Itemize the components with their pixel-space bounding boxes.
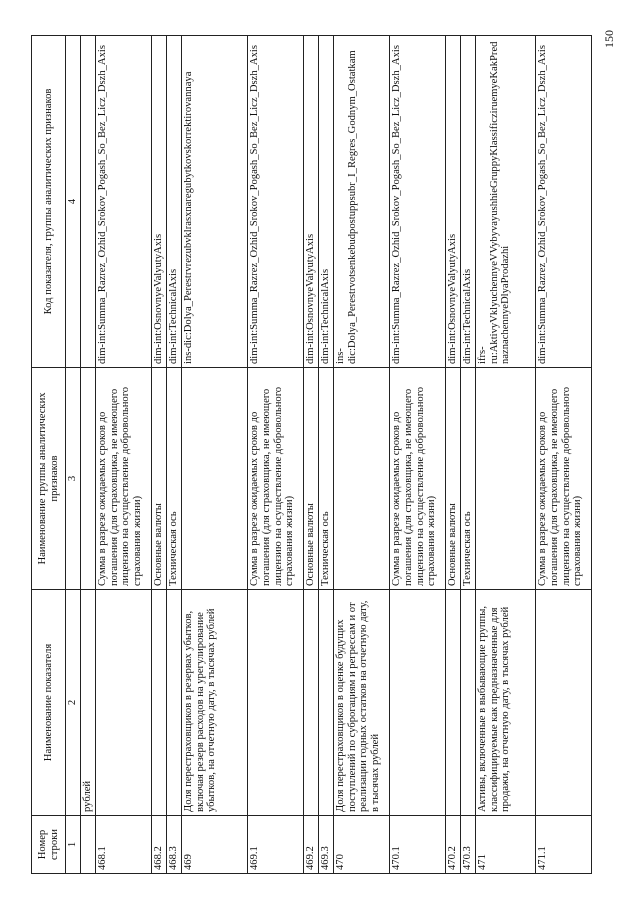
table-row <box>303 36 318 874</box>
indicator-name <box>95 590 151 816</box>
group-name: Основные валюты <box>151 368 166 590</box>
row-number: 470 <box>333 816 389 874</box>
column-number-row <box>66 36 81 874</box>
table-row <box>475 36 535 874</box>
indicator-name <box>151 590 166 816</box>
indicator-name: Доля перестраховщиков в оценке будущих поступлений по суброгациям и регрессам и от реализации годных остатков на отчетную дату, в тысячах рублей <box>333 590 389 816</box>
indicator-code: dim-int:Summa_Razrez_Ozhid_Srokov_Pogash_So_Bez_Licz_Dszh_Axis <box>535 36 591 368</box>
group-name: Техническая ось <box>318 368 333 590</box>
indicator-name: Доля перестраховщиков в резервах убытков, включая резерв расходов на урегулирование убытков, на отчетную дату, в тысячах рублей <box>181 590 247 816</box>
table-row <box>80 36 95 874</box>
indicator-name: Активы, включенные в выбывающие группы, классифицируемые как предназначенные для продажи, на отчетную дату, в тысячах рублей <box>475 590 535 816</box>
page-number: 150 <box>602 30 616 48</box>
table-row <box>389 36 445 874</box>
indicator-name <box>445 590 460 816</box>
column-number: 2 <box>66 590 81 816</box>
group-name: Сумма в разрезе ожидаемых сроков до погашения (для страховщика, не имеющего лицензию на осуществление добровольного страхования жизни) <box>389 368 445 590</box>
table-header-row <box>32 36 66 874</box>
indicator-name <box>166 590 181 816</box>
header-row-number: Номер строки <box>32 816 66 874</box>
table-row <box>318 36 333 874</box>
table-row <box>95 36 151 874</box>
indicator-code: dim-int:Summa_Razrez_Ozhid_Srokov_Pogash_So_Bez_Licz_Dszh_Axis <box>247 36 303 368</box>
indicator-code: dim-int:TechnicalAxis <box>460 36 475 368</box>
indicator-code: ins-dic:Dolya_Perestrvrezubvklrasxnaregubytkovskorrektirovannaya <box>181 36 247 368</box>
indicator-name <box>535 590 591 816</box>
row-number: 469.1 <box>247 816 303 874</box>
row-number: 471.1 <box>535 816 591 874</box>
indicator-code: dim-int:OsnovnyeValyutyAxis <box>151 36 166 368</box>
header-indicator-name: Наименование показателя <box>32 590 66 816</box>
group-name: Техническая ось <box>460 368 475 590</box>
table-row <box>247 36 303 874</box>
row-number: 468.3 <box>166 816 181 874</box>
indicator-name: рублей <box>80 590 95 816</box>
indicator-name <box>303 590 318 816</box>
group-name: Сумма в разрезе ожидаемых сроков до погашения (для страховщика, не имеющего лицензию на осуществление добровольного страхования жизни) <box>95 368 151 590</box>
group-name <box>333 368 389 590</box>
column-number: 3 <box>66 368 81 590</box>
row-number: 471 <box>475 816 535 874</box>
table-row <box>151 36 166 874</box>
indicator-name <box>460 590 475 816</box>
group-name <box>80 368 95 590</box>
row-number: 470.2 <box>445 816 460 874</box>
rotated-page <box>31 36 592 874</box>
row-number: 468.2 <box>151 816 166 874</box>
indicator-name <box>389 590 445 816</box>
indicator-code: ins-dic:Dolya_Perestrvotsenkebudpostuppsubr_I_Regres_Godnym_Ostatkam <box>333 36 389 368</box>
table-row <box>333 36 389 874</box>
indicator-code <box>80 36 95 368</box>
row-number: 470.3 <box>460 816 475 874</box>
column-number: 1 <box>66 816 81 874</box>
table-row <box>535 36 591 874</box>
table-row <box>445 36 460 874</box>
group-name: Основные валюты <box>445 368 460 590</box>
group-name <box>475 368 535 590</box>
row-number: 469.3 <box>318 816 333 874</box>
indicator-code: dim-int:OsnovnyeValyutyAxis <box>445 36 460 368</box>
group-name: Сумма в разрезе ожидаемых сроков до погашения (для страховщика, не имеющего лицензию на осуществление добровольного страхования жизни) <box>247 368 303 590</box>
indicator-code: dim-int:TechnicalAxis <box>318 36 333 368</box>
row-number <box>80 816 95 874</box>
row-number: 469 <box>181 816 247 874</box>
group-name <box>181 368 247 590</box>
row-number: 469.2 <box>303 816 318 874</box>
header-group-name: Наименование группы аналитических признаков <box>32 368 66 590</box>
group-name: Сумма в разрезе ожидаемых сроков до погашения (для страховщика, не имеющего лицензию на осуществление добровольного страхования жизни) <box>535 368 591 590</box>
indicator-code: ifrs-ru:AktivyVklyuchennyeVVybyvayushhieGruppyKlassificziruemyeKakPrednaznachennyeDlyaProdazhi <box>475 36 535 368</box>
table-row <box>181 36 247 874</box>
indicator-name <box>247 590 303 816</box>
row-number: 470.1 <box>389 816 445 874</box>
table-row <box>166 36 181 874</box>
indicator-code: dim-int:Summa_Razrez_Ozhid_Srokov_Pogash_So_Bez_Licz_Dszh_Axis <box>95 36 151 368</box>
indicator-code: dim-int:Summa_Razrez_Ozhid_Srokov_Pogash_So_Bez_Licz_Dszh_Axis <box>389 36 445 368</box>
row-number: 468.1 <box>95 816 151 874</box>
header-code: Код показателя, группы аналитических признаков <box>32 36 66 368</box>
column-number: 4 <box>66 36 81 368</box>
indicator-code: dim-int:TechnicalAxis <box>166 36 181 368</box>
indicator-table <box>31 35 592 874</box>
indicator-name <box>318 590 333 816</box>
indicator-code: dim-int:OsnovnyeValyutyAxis <box>303 36 318 368</box>
group-name: Основные валюты <box>303 368 318 590</box>
group-name: Техническая ось <box>166 368 181 590</box>
table-row <box>460 36 475 874</box>
